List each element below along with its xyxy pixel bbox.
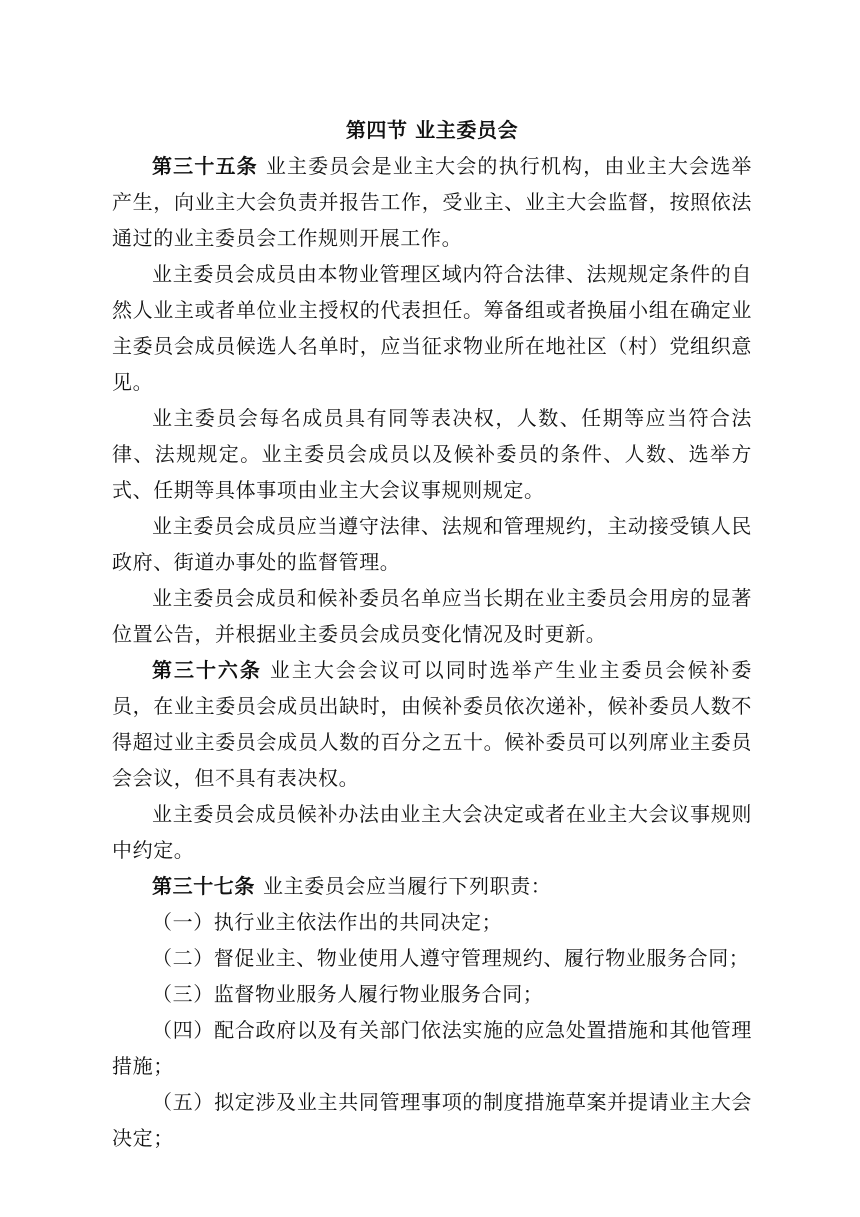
- list-item: [112, 904, 752, 940]
- paragraph-article-36: [112, 652, 752, 796]
- paragraph: [112, 580, 752, 652]
- document-body: [112, 112, 752, 1156]
- paragraph-article-35: [112, 148, 752, 256]
- list-item-text: （二）督促业主、物业使用人遵守管理规约、履行物业服务合同；: [152, 946, 750, 970]
- list-item-text: （五）拟定涉及业主共同管理事项的制度措施草案并提请业主大会决定；: [112, 1090, 752, 1150]
- list-item-text: （三）监督物业服务人履行物业服务合同；: [152, 982, 544, 1006]
- paragraph-article-37: [112, 868, 752, 904]
- paragraph: [112, 796, 752, 868]
- list-item: [112, 940, 752, 976]
- paragraph-text: 业主委员会每名成员具有同等表决权，人数、任期等应当符合法律、法规规定。业主委员会成员以及候补委员的条件、人数、选举方式、任期等具体事项由业主大会议事规则规定。: [112, 406, 752, 502]
- article-number: 第三十七条: [152, 874, 255, 898]
- list-item: [112, 1084, 752, 1156]
- paragraph: [112, 256, 752, 400]
- section-title: 第四节 业主委员会: [345, 118, 519, 142]
- list-item-text: （一）执行业主依法作出的共同决定；: [152, 910, 503, 934]
- paragraph: [112, 400, 752, 508]
- paragraph-text: 业主委员会成员由本物业管理区域内符合法律、法规规定条件的自然人业主或者单位业主授权的代表担任。筹备组或者换届小组在确定业主委员会成员候选人名单时，应当征求物业所在地社区（村）党组织意见。: [112, 262, 752, 394]
- list-item-text: （四）配合政府以及有关部门依法实施的应急处置措施和其他管理措施；: [112, 1018, 752, 1078]
- paragraph-text: 业主委员会成员和候补委员名单应当长期在业主委员会用房的显著位置公告，并根据业主委员会成员变化情况及时更新。: [112, 586, 752, 646]
- list-item: [112, 976, 752, 1012]
- paragraph-text: 业主委员会应当履行下列职责：: [263, 874, 552, 898]
- list-item: [112, 1012, 752, 1084]
- paragraph-text: 业主大会会议可以同时选举产生业主委员会候补委员，在业主委员会成员出缺时，由候补委员依次递补，候补委员人数不得超过业主委员会成员人数的百分之五十。候补委员可以列席业主委员会会议，但不具有表决权。: [112, 658, 753, 790]
- paragraph-text: 业主委员会成员候补办法由业主大会决定或者在业主大会议事规则中约定。: [112, 802, 752, 862]
- paragraph-text: 业主委员会成员应当遵守法律、法规和管理规约，主动接受镇人民政府、街道办事处的监督管理。: [112, 514, 752, 574]
- paragraph: [112, 508, 752, 580]
- article-number: 第三十五条: [152, 154, 258, 178]
- article-number: 第三十六条: [152, 658, 262, 682]
- paragraph-text: 业主委员会是业主大会的执行机构，由业主大会选举产生，向业主大会负责并报告工作，受业主、业主大会监督，按照依法通过的业主委员会工作规则开展工作。: [112, 154, 752, 250]
